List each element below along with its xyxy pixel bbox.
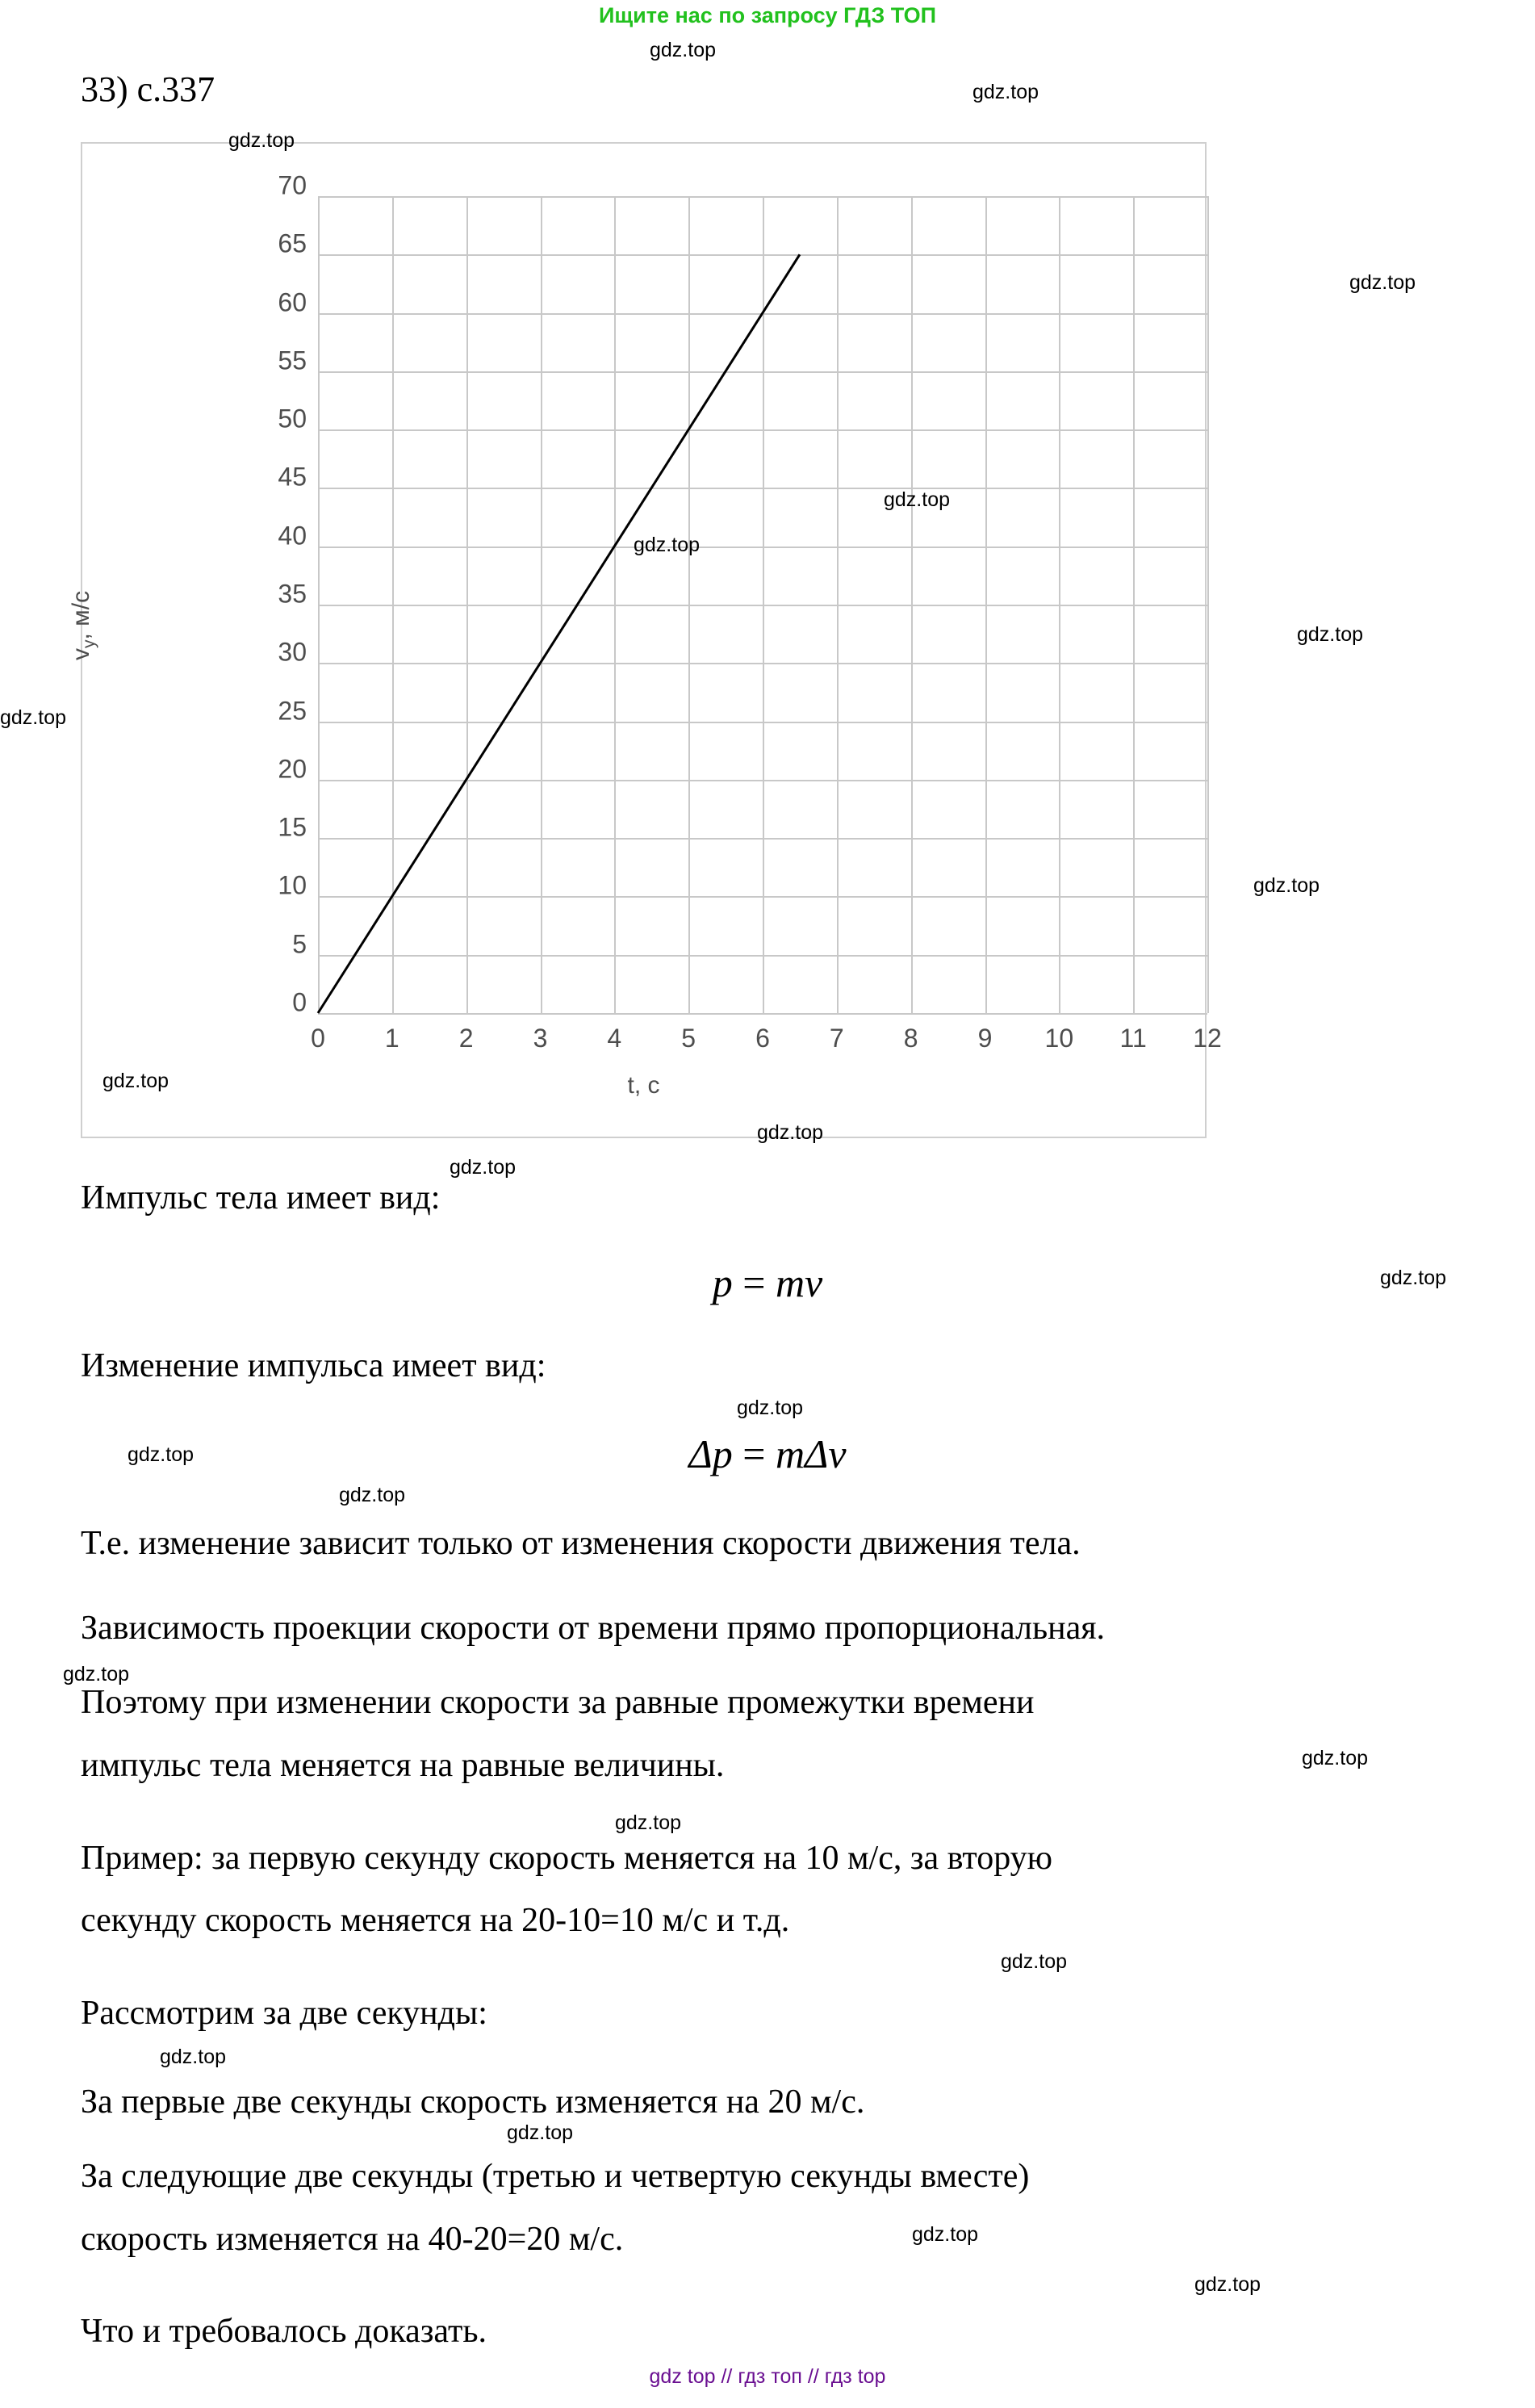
watermark: gdz.top — [160, 2046, 227, 2068]
watermark: gdz.top — [884, 488, 951, 511]
y-axis-tick-labels — [203, 170, 307, 1017]
watermark: gdz.top — [0, 706, 67, 729]
formula-momentum-lhs: p — [712, 1260, 733, 1305]
y-axis-label-subscript: y — [80, 639, 98, 648]
x-axis-tick: 0 — [311, 1024, 325, 1053]
x-axis-tick: 8 — [903, 1024, 918, 1053]
paragraph-equal-magnitudes: импульс тела меняется на равные величины. — [81, 1747, 725, 1784]
y-axis-tick: 70 — [278, 170, 307, 200]
formula-momentum-change-operator: = — [732, 1431, 776, 1476]
x-axis-tick: 9 — [977, 1024, 993, 1053]
watermark: gdz.top — [972, 81, 1039, 103]
gridline-vertical — [1207, 196, 1209, 1013]
paragraph-depends-on-velocity: Т.е. изменение зависит только от изменения скорости движения тела. — [81, 1525, 1081, 1562]
watermark: gdz.top — [1380, 1267, 1447, 1289]
footer-promo-banner: gdz top // гдз топ // гдз top — [649, 2365, 886, 2388]
x-axis-tick-labels — [311, 1024, 1222, 1061]
watermark: gdz.top — [63, 1663, 130, 1686]
y-axis-tick: 20 — [278, 754, 307, 784]
y-axis-tick: 60 — [278, 287, 307, 317]
formula-momentum-rhs: mv — [775, 1260, 823, 1305]
y-axis-tick: 25 — [278, 696, 307, 726]
watermark: gdz.top — [912, 2223, 979, 2246]
paragraph-next-two-seconds: За следующие две секунды (третью и четвертую секунды вместе) — [81, 2158, 1030, 2195]
watermark: gdz.top — [615, 1811, 682, 1834]
x-axis-tick: 12 — [1193, 1024, 1222, 1053]
gridline-horizontal — [318, 1013, 1207, 1015]
watermark: gdz.top — [757, 1121, 824, 1144]
plot-area — [318, 196, 1207, 1140]
x-axis-tick: 3 — [533, 1024, 548, 1053]
watermark: gdz.top — [737, 1397, 804, 1419]
velocity-time-chart — [68, 142, 1222, 1138]
x-axis-tick: 4 — [607, 1024, 622, 1053]
x-axis-tick: 2 — [458, 1024, 474, 1053]
x-axis-tick: 6 — [755, 1024, 770, 1053]
paragraph-example-second: секунду скорость меняется на 20-10=10 м/с и т.д. — [81, 1902, 790, 1939]
paragraph-velocity-change-40-20: скорость изменяется на 40-20=20 м/с. — [81, 2221, 624, 2258]
watermark: gdz.top — [634, 534, 701, 556]
y-axis-tick: 5 — [292, 929, 307, 959]
watermark: gdz.top — [1297, 623, 1364, 646]
paragraph-equal-intervals: Поэтому при изменении скорости за равные промежутки времени — [81, 1684, 1035, 1721]
watermark: gdz.top — [450, 1156, 517, 1179]
watermark: gdz.top — [1001, 1950, 1068, 1973]
paragraph-consider-two-seconds: Рассмотрим за две секунды: — [81, 1995, 487, 2032]
paragraph-qed: Что и требовалось доказать. — [81, 2313, 487, 2350]
x-axis-tick: 7 — [829, 1024, 844, 1053]
paragraph-impulse-change: Изменение импульса имеет вид: — [81, 1347, 546, 1384]
watermark: gdz.top — [1302, 1747, 1369, 1769]
watermark: gdz.top — [1253, 874, 1320, 897]
formula-momentum — [0, 1259, 1535, 1306]
y-axis-tick: 55 — [278, 345, 307, 375]
watermark: gdz.top — [1349, 271, 1416, 294]
y-axis-tick: 65 — [278, 228, 307, 258]
paragraph-proportional: Зависимость проекции скорости от времени прямо пропорциональная. — [81, 1610, 1106, 1647]
watermark: gdz.top — [128, 1443, 194, 1466]
formula-momentum-change-lhs: Δp — [688, 1431, 733, 1476]
formula-momentum-change-rhs: mΔv — [775, 1431, 847, 1476]
watermark: gdz.top — [1194, 2273, 1261, 2296]
y-axis-tick: 30 — [278, 637, 307, 667]
paragraph-example-first: Пример: за первую секунду скорость меняется на 10 м/с, за вторую — [81, 1840, 1053, 1877]
velocity-line-series — [318, 196, 1207, 1013]
y-axis-tick: 10 — [278, 870, 307, 900]
y-axis-tick: 0 — [292, 987, 307, 1017]
x-axis-label: t, с — [627, 1072, 660, 1099]
y-axis-tick: 45 — [278, 462, 307, 492]
x-axis-tick: 10 — [1044, 1024, 1074, 1053]
watermark: gdz.top — [228, 129, 295, 152]
paragraph-first-two-seconds: За первые две секунды скорость изменяется на 20 м/с. — [81, 2083, 865, 2121]
y-axis-tick: 35 — [278, 579, 307, 609]
paragraph-impulse-definition: Импульс тела имеет вид: — [81, 1179, 441, 1217]
page-title: 33) с.337 — [81, 69, 215, 109]
y-axis-tick: 15 — [278, 812, 307, 842]
formula-momentum-operator: = — [732, 1260, 776, 1305]
header-promo-banner: Ищите нас по запросу ГДЗ ТОП — [598, 3, 937, 27]
formula-momentum-change — [0, 1430, 1535, 1477]
y-axis-tick: 50 — [278, 404, 307, 433]
watermark: gdz.top — [102, 1070, 169, 1092]
x-axis-tick: 11 — [1119, 1024, 1147, 1053]
y-axis-label — [68, 591, 99, 660]
y-axis-tick: 40 — [278, 521, 307, 551]
x-axis-tick: 1 — [384, 1024, 399, 1053]
watermark: gdz.top — [507, 2121, 574, 2144]
watermark: gdz.top — [339, 1484, 406, 1506]
x-axis-tick: 5 — [681, 1024, 696, 1053]
y-axis-label-unit: , м/с — [68, 590, 94, 640]
y-axis-label-base: v — [68, 648, 94, 660]
watermark: gdz.top — [650, 39, 717, 61]
